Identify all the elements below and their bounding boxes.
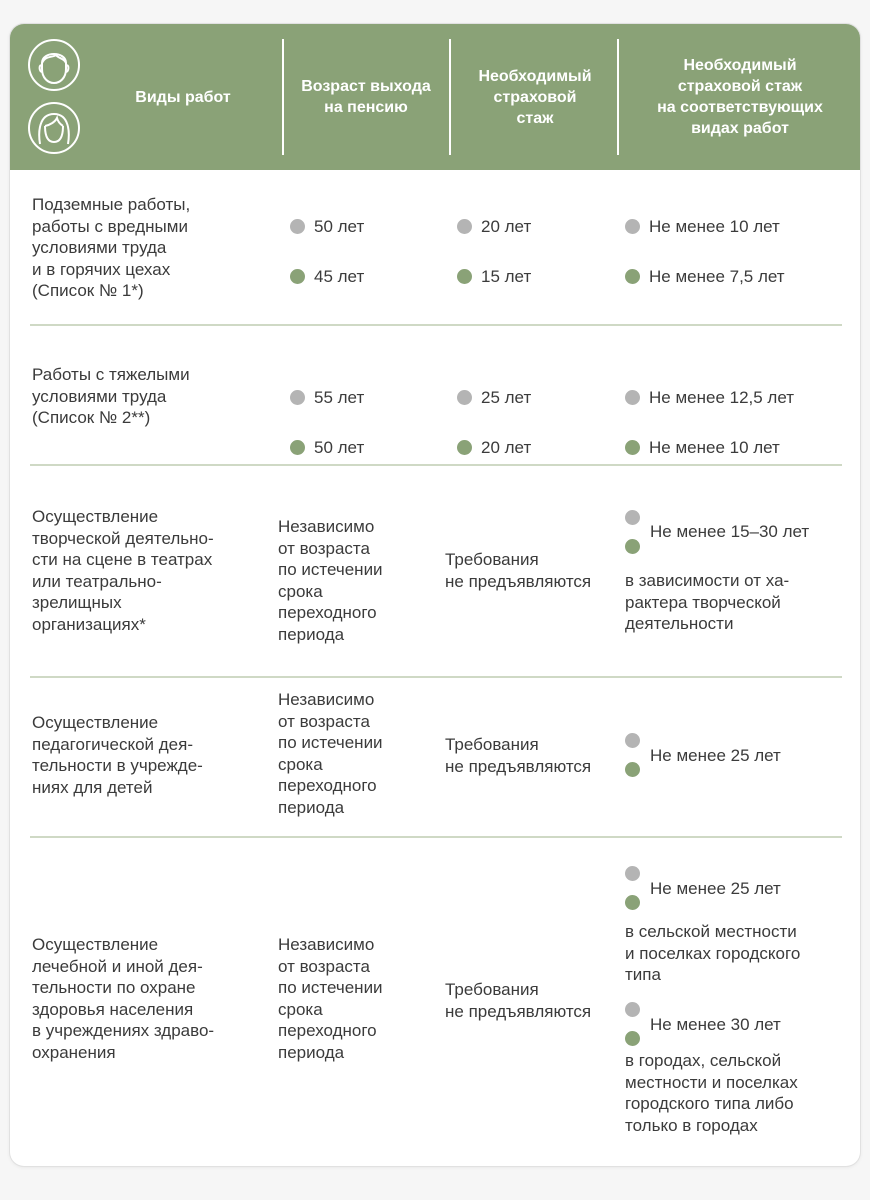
list-item: 55 лет <box>290 383 364 412</box>
row-divider <box>30 676 842 678</box>
row-3-work-type: Осуществление творческой деятельно- сти на сцене в театрах или театрально- зрелищных организациях* <box>32 507 214 634</box>
list-item: Не менее 10 лет <box>625 433 794 462</box>
men-dot-icon <box>625 733 640 748</box>
row-5-work-type: Осуществление лечебной и иной дея- тельности по охране здоровья населения в учреждениях здраво- охранения <box>32 935 215 1062</box>
header-required-stazh: Необходимый страховой стаж <box>478 67 592 127</box>
row-1-special-stazh <box>625 190 785 313</box>
table-header <box>10 24 860 170</box>
women-dot-icon <box>625 539 640 554</box>
header-divider <box>449 39 451 155</box>
row-5-age: Независимо от возраста по истечении срока переходного периода <box>278 935 383 1062</box>
men-dot-icon <box>625 510 640 525</box>
row-4-special-stazh: Не менее 25 лет <box>650 746 781 765</box>
men-dot-icon <box>290 390 305 405</box>
list-item: 45 лет <box>290 262 364 291</box>
men-dot-icon <box>625 866 640 881</box>
row-4-stazh: Требования не предъявляются <box>445 735 592 776</box>
header-divider <box>617 39 619 155</box>
list-item: 25 лет <box>457 383 531 412</box>
men-dot-icon <box>625 219 640 234</box>
pension-table-card <box>10 24 860 1166</box>
row-5-special-stazh-2: Не менее 30 лет <box>650 1015 781 1034</box>
men-dot-icon <box>625 1002 640 1017</box>
row-divider <box>30 836 842 838</box>
row-3-special-stazh: Не менее 15–30 лет <box>650 522 810 541</box>
row-3-stazh: Требования не предъявляются <box>445 550 592 591</box>
list-item: 50 лет <box>290 433 364 462</box>
women-dot-icon <box>625 895 640 910</box>
list-item: Не менее 10 лет <box>625 212 785 241</box>
row-4-age: Независимо от возраста по истечении срока переходного периода <box>278 690 383 817</box>
women-dot-icon <box>625 1031 640 1046</box>
header-special-stazh: Необходимый страховой стаж на соответствующих видах работ <box>657 57 823 137</box>
men-dot-icon <box>625 390 640 405</box>
women-dot-icon <box>457 440 472 455</box>
women-dot-icon <box>290 269 305 284</box>
row-5-special-note-1: в сельской местности и поселках городского типа <box>625 922 801 984</box>
row-3-age: Независимо от возраста по истечении срока переходного периода <box>278 517 383 644</box>
male-avatar-icon <box>28 39 80 91</box>
list-item: 20 лет <box>457 212 531 241</box>
row-divider <box>30 464 842 466</box>
row-5-special-stazh-1: Не менее 25 лет <box>650 879 781 898</box>
row-5-stazh: Требования не предъявляются <box>445 980 592 1021</box>
list-item: 15 лет <box>457 262 531 291</box>
list-item: Не менее 7,5 лет <box>625 262 785 291</box>
row-1-age <box>290 190 364 313</box>
header-work-types: Виды работ <box>135 88 231 106</box>
row-2-work-type: Работы с тяжелыми условиями труда (Список № 2**) <box>32 365 190 427</box>
women-dot-icon <box>625 269 640 284</box>
header-retirement-age: Возраст выхода на пенсию <box>301 78 431 116</box>
women-dot-icon <box>625 440 640 455</box>
row-1-work-type: Подземные работы, работы с вредными условиями труда и в горячих цехах (Список № 1*) <box>32 195 191 300</box>
female-avatar-icon <box>28 102 80 154</box>
men-dot-icon <box>457 219 472 234</box>
row-5-special-note-2: в городах, сельской местности и поселках городского типа либо только в городах <box>625 1051 798 1135</box>
row-1-stazh <box>457 190 531 313</box>
row-3-special-note: в зависимости от ха- рактера творческой деятельности <box>625 571 790 633</box>
women-dot-icon <box>625 762 640 777</box>
list-item: Не менее 12,5 лет <box>625 383 794 412</box>
row-4-work-type: Осуществление педагогической дея- тельности в учрежде- ниях для детей <box>32 713 203 797</box>
list-item: 50 лет <box>290 212 364 241</box>
row-divider <box>30 324 842 326</box>
men-dot-icon <box>457 390 472 405</box>
women-dot-icon <box>290 440 305 455</box>
header-divider <box>282 39 284 155</box>
list-item: 20 лет <box>457 433 531 462</box>
men-dot-icon <box>290 219 305 234</box>
women-dot-icon <box>457 269 472 284</box>
